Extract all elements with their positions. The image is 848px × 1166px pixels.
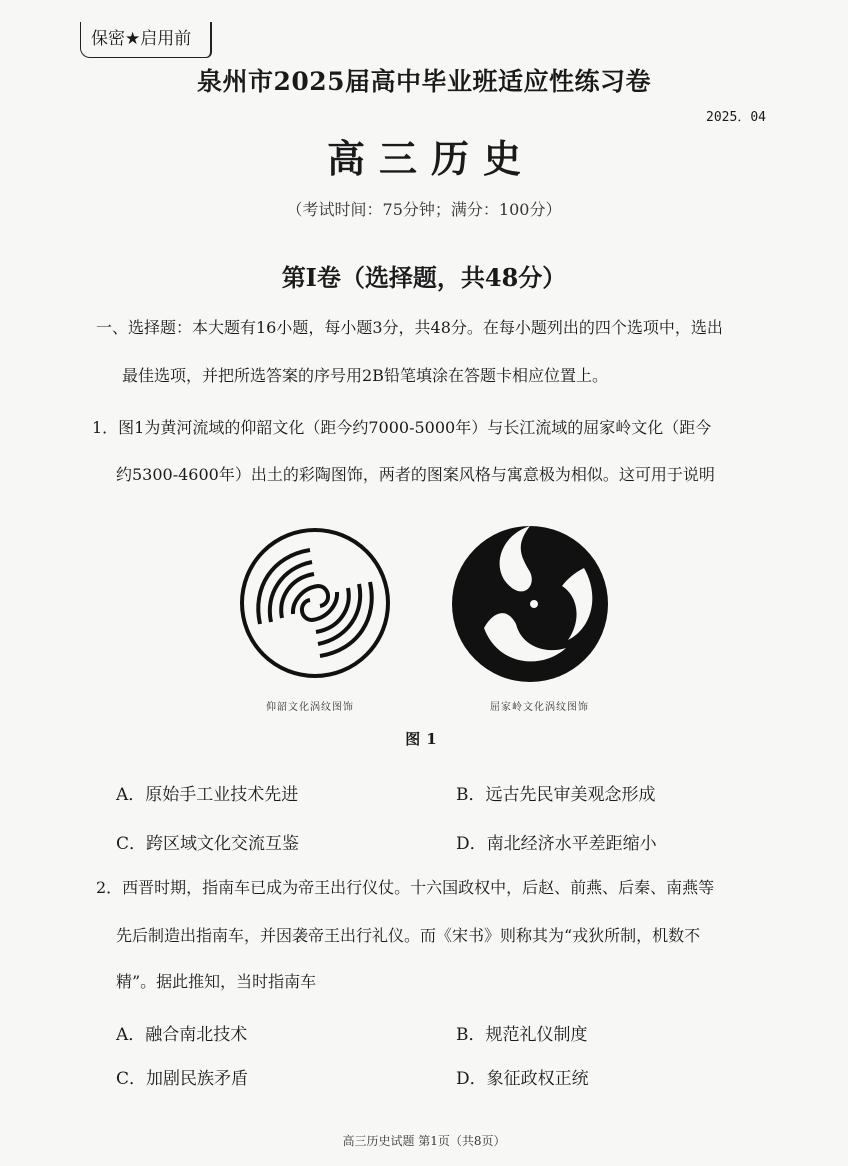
q1-stem-line-1: 1．图1为黄河流域的仰韶文化（距今约7000-5000年）与长江流域的屈家岭文化（距今 (92, 418, 712, 437)
q2-option-d: D．象征政权正统 (456, 1069, 589, 1089)
exam-date: 2025．04 (706, 110, 766, 125)
q2-option-a: A．融合南北技术 (116, 1025, 248, 1045)
subject-title: 高三历史 (326, 136, 535, 181)
q2-stem-line-3: 精”。据此推知，当时指南车 (116, 972, 317, 991)
q1-stem-line-2: 约5300-4600年）出土的彩陶图饰，两者的图案风格与寓意极为相似。这可用于说明 (116, 465, 715, 484)
q1-option-a: A．原始手工业技术先进 (116, 785, 299, 805)
q1-option-d: D．南北经济水平差距缩小 (456, 834, 657, 854)
exam-info: （考试时间：75分钟；满分：100分） (286, 200, 562, 219)
yangshao-swirl-figure (238, 526, 392, 680)
instructions-line-1: 一、选择题：本大题有16小题，每小题3分，共48分。在每小题列出的四个选项中，选出 (96, 318, 723, 337)
q2-stem-line-2: 先后制造出指南车，并因袭帝王出行礼仪。而《宋书》则称其为“戎狄所制，机数不 (116, 926, 701, 945)
qujialing-swirl-figure (450, 524, 610, 684)
q1-option-c: C．跨区域文化交流互鉴 (116, 834, 300, 854)
instructions-line-2: 最佳选项，并把所选答案的序号用2B铅笔填涂在答题卡相应位置上。 (122, 366, 608, 385)
page-footer: 高三历史试题 第1页（共8页） (342, 1134, 506, 1148)
q2-option-b: B．规范礼仪制度 (456, 1025, 588, 1045)
figure-label: 图1 (405, 730, 443, 748)
figure-caption-left: 仰韶文化涡纹图饰 (266, 702, 354, 713)
figure-caption-right: 屈家岭文化涡纹图饰 (490, 702, 589, 713)
q2-stem-line-1: 2．西晋时期，指南车已成为帝王出行仪仗。十六国政权中，后赵、前燕、后秦、南燕等 (96, 878, 715, 897)
q1-option-b: B．远古先民审美观念形成 (456, 785, 656, 805)
q2-option-c: C．加剧民族矛盾 (116, 1069, 249, 1089)
section-title: 第Ⅰ卷（选择题，共48分） (281, 263, 567, 292)
confidential-label: 保密★启用前 (80, 22, 212, 58)
exam-title: 泉州市2025届高中毕业班适应性练习卷 (196, 67, 652, 96)
